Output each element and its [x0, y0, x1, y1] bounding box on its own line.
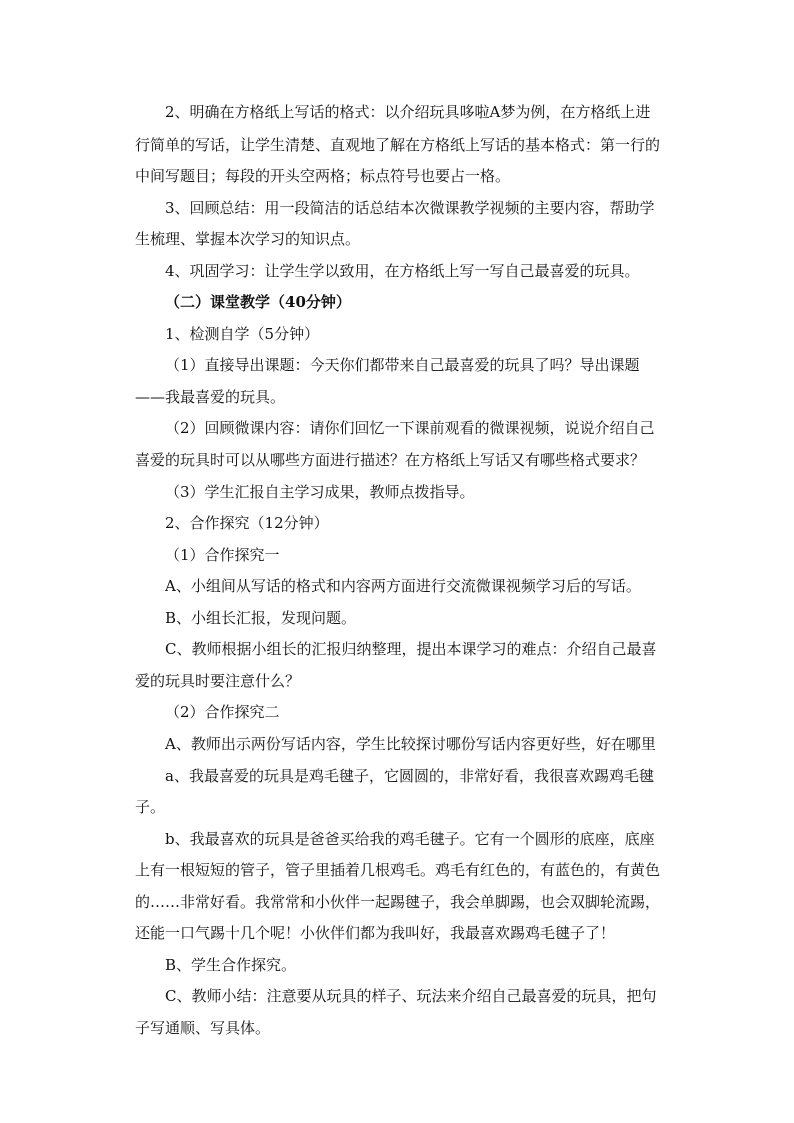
paragraph-line: 子写通顺、写具体。 — [135, 1019, 271, 1037]
paragraph-line: 2、明确在方格纸上写话的格式：以介绍玩具哆啦A梦为例，在方格纸上进 — [165, 103, 651, 121]
paragraph-line: 3、回顾总结：用一段简洁的话总结本次微课教学视频的主要内容，帮助学 — [165, 199, 655, 217]
paragraph-line: 上有一根短短的管子，管子里插着几根鸡毛。鸡毛有红色的，有蓝色的，有黄色 — [135, 861, 661, 879]
paragraph-line: B、小组长汇报，发现问题。 — [165, 609, 357, 627]
paragraph-line: （2）回顾微课内容：请你们回忆一下课前观看的微课视频，说说介绍自己 — [165, 419, 655, 437]
paragraph-line: 喜爱的玩具时可以从哪些方面进行描述？在方格纸上写话又有哪些格式要求？ — [135, 451, 646, 469]
paragraph-line: 行简单的写话，让学生清楚、直观地了解在方格纸上写话的基本格式：第一行的 — [135, 136, 661, 154]
paragraph-line: 子。 — [135, 798, 166, 816]
paragraph-line: A、教师出示两份写话内容，学生比较探讨哪份写话内容更好些，好在哪里 — [165, 735, 656, 753]
paragraph-line: 中间写题目；每段的开头空两格；标点符号也要占一格。 — [135, 167, 511, 185]
section-heading: （二）课堂教学（40分钟） — [165, 293, 351, 311]
paragraph-line: （2）合作探究二 — [165, 703, 280, 721]
paragraph-line: ——我最喜爱的玩具。 — [135, 388, 286, 406]
paragraph-line: 4、巩固学习：让学生学以致用，在方格纸上写一写自己最喜爱的玩具。 — [165, 262, 640, 280]
paragraph-line: A、小组间从写话的格式和内容两方面进行交流微课视频学习后的写话。 — [165, 577, 641, 595]
paragraph-line: C、教师根据小组长的汇报归纳整理，提出本课学习的难点：介绍自己最喜 — [165, 640, 657, 658]
paragraph-line: 还能一口气踢十几个呢！小伙伴们都为我叫好，我最喜欢踢鸡毛毽子了！ — [135, 924, 616, 942]
paragraph-line: b、我最喜欢的玩具是爸爸买给我的鸡毛毽子。它有一个圆形的底座，底座 — [165, 830, 655, 848]
paragraph-line: 2、合作探究（12分钟） — [165, 514, 329, 532]
paragraph-line: （3）学生汇报自主学习成果，教师点拨指导。 — [165, 483, 475, 501]
paragraph-line: 爱的玩具时要注意什么？ — [135, 672, 301, 690]
paragraph-line: 的……非常好看。我常常和小伙伴一起踢毽子，我会单脚踢，也会双脚轮流踢， — [135, 893, 661, 911]
paragraph-line: a、我最喜爱的玩具是鸡毛毽子，它圆圆的，非常好看，我很喜欢踢鸡毛毽 — [165, 767, 654, 785]
paragraph-line: 生梳理、掌握本次学习的知识点。 — [135, 230, 361, 248]
paragraph-line: C、教师小结：注意要从玩具的样子、玩法来介绍自己最喜爱的玩具，把句 — [165, 987, 657, 1005]
paragraph-line: （1）直接导出课题：今天你们都带来自己最喜爱的玩具了吗？导出课题 — [165, 356, 640, 374]
paragraph-line: （1）合作探究一 — [165, 546, 280, 564]
paragraph-line: B、学生合作探究。 — [165, 956, 297, 974]
paragraph-line: 1、检测自学（5分钟） — [165, 325, 320, 343]
